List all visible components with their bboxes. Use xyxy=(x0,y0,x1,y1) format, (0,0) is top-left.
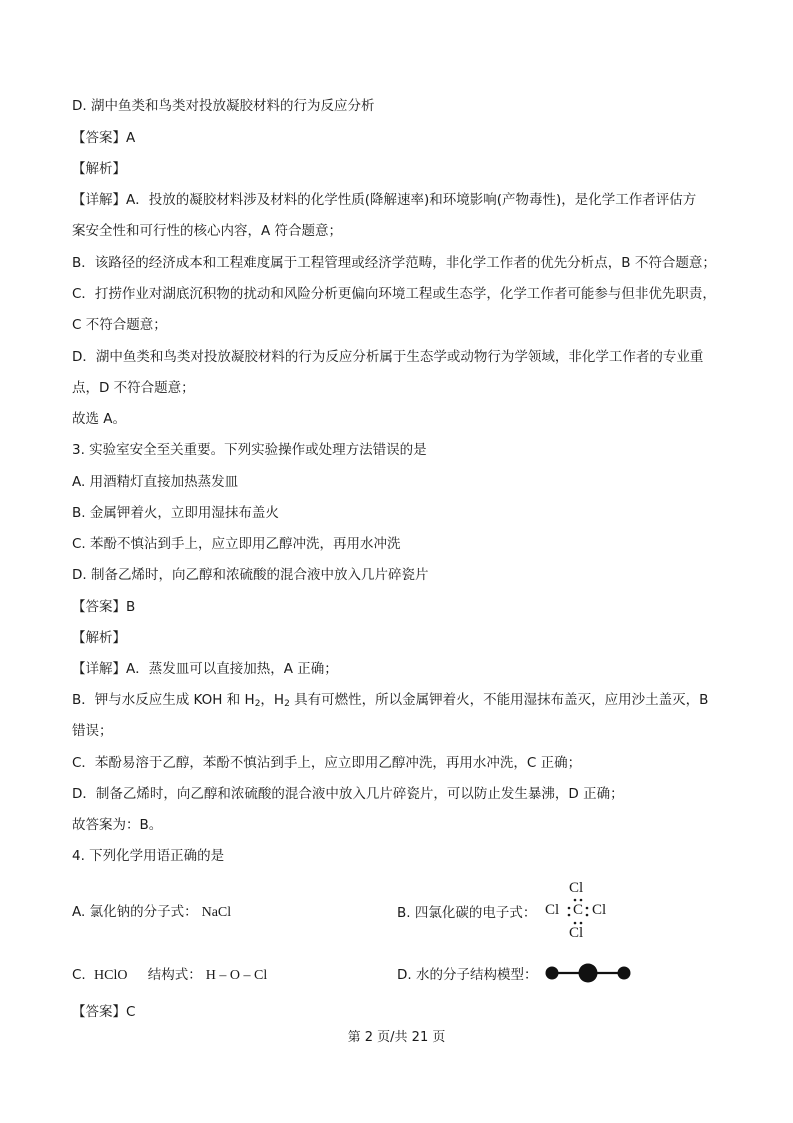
q3-detail-b-line2: 错误； xyxy=(72,723,113,739)
q4-option-b-label: B. 四氯化碳的电子式： xyxy=(397,905,537,921)
model-atom-right xyxy=(618,967,631,980)
q3-option-c: C. 苯酚不慎沾到手上，应立即用乙醇冲洗，再用水冲洗 xyxy=(72,536,401,552)
lewis-c-center: C xyxy=(573,902,584,918)
q4-option-c-formula: HClO xyxy=(94,968,128,983)
q3-option-d: D. 制备乙烯时，向乙醇和浓硫酸的混合液中放入几片碎瓷片 xyxy=(72,567,429,583)
q4-option-c-text: 结构式： xyxy=(147,967,202,983)
q2-detail-d-line1: D．湖中鱼类和鸟类对投放凝胶材料的行为反应分析属于生态学或动物行为学领域，非化学工作者的专业重 xyxy=(72,349,704,365)
lewis-cl-right: Cl xyxy=(592,902,607,918)
q2-detail-b: B．该路径的经济成本和工程难度属于工程管理或经济学范畴，非化学工作者的优先分析点，B 不符合题意； xyxy=(72,255,716,271)
q2-conclusion: 故选 A。 xyxy=(72,411,127,427)
q4-option-c-structural-formula: H – O – Cl xyxy=(205,968,268,983)
q3-answer: 【答案】B xyxy=(72,599,136,615)
q2-analysis-heading: 【解析】 xyxy=(72,161,126,177)
model-atom-left xyxy=(546,967,559,980)
q4-option-a-label: A. 氯化钠的分子式： xyxy=(72,904,198,920)
q4-option-d-label: D. 水的分子结构模型： xyxy=(397,967,538,983)
q4-option-a xyxy=(72,903,231,922)
q2-option-d: D. 湖中鱼类和鸟类对投放凝胶材料的行为反应分析 xyxy=(72,98,375,114)
q2-detail-c-line2: C 不符合题意； xyxy=(72,317,167,333)
lewis-cl-bottom: Cl xyxy=(569,925,584,941)
ccl4-lewis-structure xyxy=(545,880,615,944)
q3-analysis-heading: 【解析】 xyxy=(72,630,126,646)
q4-option-c xyxy=(72,966,267,985)
water-molecule-model xyxy=(544,962,634,984)
q3-option-b: B. 金属钾着火，立即用湿抹布盖火 xyxy=(72,505,279,521)
q2-detail-c-line1: C．打捞作业对湖底沉积物的扰动和风险分析更偏向环境工程或生态学，化学工作者可能参与但非优先职责， xyxy=(72,286,716,302)
q3-option-a: A. 用酒精灯直接加热蒸发皿 xyxy=(72,474,239,490)
q2-detail-d-line2: 点，D 不符合题意； xyxy=(72,380,195,396)
q2-detail-a-line2: 案安全性和可行性的核心内容，A 符合题意； xyxy=(72,223,343,239)
lewis-electron-dots xyxy=(545,880,615,944)
q3-stem: 3. 实验室安全至关重要。下列实验操作或处理方法错误的是 xyxy=(72,442,427,458)
q4-stem: 4. 下列化学用语正确的是 xyxy=(72,848,225,864)
q3-detail-a: 【详解】A．蒸发皿可以直接加热，A 正确； xyxy=(72,661,338,677)
q2-answer: 【答案】A xyxy=(72,130,136,146)
q3-detail-d: D．制备乙烯时，向乙醇和浓硫酸的混合液中放入几片碎瓷片，可以防止发生暴沸，D 正确； xyxy=(72,786,624,802)
q3-detail-c: C．苯酚易溶于乙醇，苯酚不慎沾到手上，应立即用乙醇冲洗，再用水冲洗，C 正确； xyxy=(72,755,582,771)
q4-option-c-label: C. xyxy=(72,967,86,983)
model-atom-center xyxy=(579,964,598,983)
q3-conclusion: 故答案为：B。 xyxy=(72,817,163,833)
q4-answer: 【答案】C xyxy=(72,1004,136,1020)
page-footer: 第 2 页/共 21 页 xyxy=(347,1030,446,1045)
q4-option-d xyxy=(397,966,537,984)
q4-option-a-formula: NaCl xyxy=(201,905,232,920)
q3-detail-b-line1: B．钾与水反应生成 KOH 和 $H_2$，$H_2$ 具有可燃性，所以金属钾着火，不能用湿抹布盖灭，应用沙土盖灭，B xyxy=(72,692,709,709)
lewis-cl-left: Cl xyxy=(545,902,560,918)
q4-option-b xyxy=(397,904,536,922)
q2-detail-a-line1: 【详解】A．投放的凝胶材料涉及材料的化学性质(降解速率)和环境影响(产物毒性)，是化学工作者评估方 xyxy=(72,192,697,208)
lewis-cl-top: Cl xyxy=(569,880,584,896)
